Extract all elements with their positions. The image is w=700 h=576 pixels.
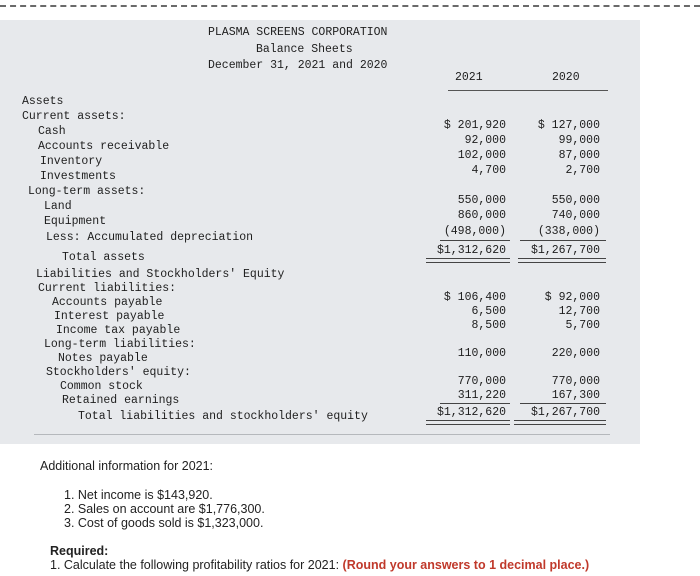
page-edge-divider — [0, 5, 700, 7]
row-value-2020: 99,000 — [558, 134, 600, 147]
row-value-2021: 6,500 — [471, 305, 506, 318]
additional-info-item: 3. Cost of goods sold is $1,323,000. — [64, 516, 264, 530]
row-value-2021: 860,000 — [457, 209, 506, 222]
subtotal-rule — [520, 240, 606, 241]
row-value-2021: $ 106,400 — [443, 291, 506, 304]
row-value-2020: 167,300 — [551, 389, 600, 402]
row-value-2021: 8,500 — [471, 319, 506, 332]
rounding-note: (Round your answers to 1 decimal place.) — [342, 558, 590, 572]
row-value-2020: 770,000 — [551, 375, 600, 388]
statement-date: December 31, 2021 and 2020 — [208, 59, 388, 72]
row-value-2021: (498,000) — [443, 225, 506, 238]
additional-info-title: Additional information for 2021: — [40, 459, 214, 473]
row-label: Cash — [38, 125, 66, 138]
row-value-2021: 102,000 — [457, 149, 506, 162]
column-header-2020: 2020 — [552, 71, 580, 84]
row-value-2020: $1,267,700 — [530, 244, 600, 257]
row-value-2020: (338,000) — [537, 225, 600, 238]
row-value-2020: 5,700 — [565, 319, 600, 332]
row-value-2021: 550,000 — [457, 194, 506, 207]
column-header-2021: 2021 — [455, 71, 483, 84]
subtotal-rule — [440, 403, 510, 404]
row-value-2021: 4,700 — [471, 164, 506, 177]
row-label: Total liabilities and stockholders' equity — [78, 410, 368, 423]
row-label: Less: Accumulated depreciation — [46, 231, 254, 244]
row-label: Total assets — [62, 251, 145, 264]
row-value-2021: $1,312,620 — [436, 244, 506, 257]
row-value-2020: $ 92,000 — [544, 291, 600, 304]
total-double-rule — [426, 420, 510, 425]
row-label: Equipment — [44, 215, 107, 228]
section-heading: Liabilities and Stockholders' Equity — [36, 268, 285, 281]
subtotal-rule — [520, 403, 606, 404]
additional-info-item: 1. Net income is $143,920. — [64, 488, 213, 502]
subtotal-rule — [440, 240, 510, 241]
row-value-2021: $ 201,920 — [443, 119, 506, 132]
row-value-2020: $1,267,700 — [530, 406, 600, 419]
row-value-2020: 12,700 — [558, 305, 600, 318]
row-label: Land — [44, 200, 72, 213]
row-label: Accounts payable — [52, 296, 163, 309]
required-instruction — [50, 558, 589, 572]
required-text: 1. Calculate the following profitability ratios for 2021: — [50, 558, 343, 572]
row-value-2021: 311,220 — [457, 389, 506, 402]
row-label: Common stock — [60, 380, 143, 393]
subsection-heading: Current assets: — [22, 110, 126, 123]
row-value-2020: 220,000 — [551, 347, 600, 360]
row-value-2021: 770,000 — [457, 375, 506, 388]
subsection-heading: Stockholders' equity: — [46, 366, 191, 379]
section-heading: Assets — [22, 95, 64, 108]
row-value-2020: 740,000 — [551, 209, 600, 222]
row-value-2021: $1,312,620 — [436, 406, 506, 419]
additional-info-item: 2. Sales on account are $1,776,300. — [64, 502, 265, 516]
statement-title: Balance Sheets — [256, 43, 353, 56]
sheet-bottom-rule — [34, 434, 610, 435]
row-label: Accounts receivable — [38, 140, 170, 153]
row-label: Interest payable — [54, 310, 165, 323]
row-label: Investments — [40, 170, 116, 183]
row-value-2020: 550,000 — [551, 194, 600, 207]
row-label: Retained earnings — [62, 394, 180, 407]
subsection-heading: Long-term assets: — [28, 185, 146, 198]
row-value-2021: 110,000 — [457, 347, 506, 360]
company-name: PLASMA SCREENS CORPORATION — [208, 26, 388, 39]
row-value-2020: 87,000 — [558, 149, 600, 162]
row-label: Income tax payable — [56, 324, 181, 337]
total-double-rule — [426, 258, 510, 263]
total-double-rule — [514, 420, 606, 425]
row-value-2020: $ 127,000 — [537, 119, 600, 132]
required-title: Required: — [50, 544, 109, 558]
row-label: Inventory — [40, 155, 103, 168]
subsection-heading: Current liabilities: — [38, 282, 177, 295]
row-value-2021: 92,000 — [464, 134, 506, 147]
row-value-2020: 2,700 — [565, 164, 600, 177]
balance-sheet — [0, 20, 640, 444]
header-rule — [448, 90, 608, 91]
total-double-rule — [518, 258, 606, 263]
row-label: Notes payable — [58, 352, 148, 365]
subsection-heading: Long-term liabilities: — [44, 338, 196, 351]
